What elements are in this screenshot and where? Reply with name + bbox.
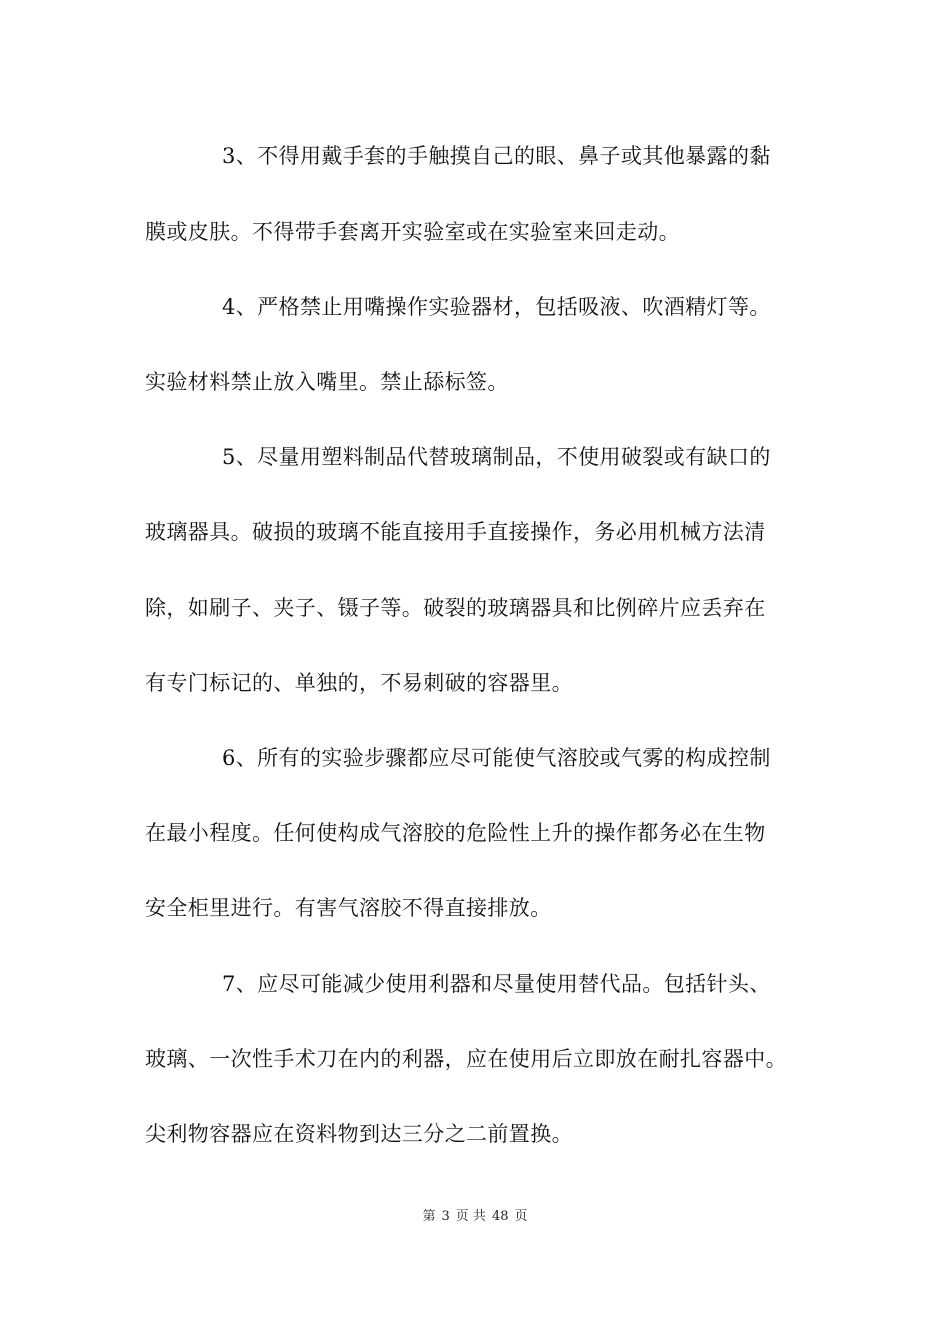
paragraph-line: 尖利物容器应在资料物到达三分之二前置换。 [145,1122,573,1146]
paragraph-line: 有专门标记的、单独的，不易刺破的容器里。 [145,671,573,695]
page-label-suffix: 页 [514,1209,528,1224]
paragraph-line: 6、所有的实验步骤都应尽可能使气溶胶或气雾的构成控制 [222,746,771,770]
current-page-number: 3 [441,1209,450,1224]
paragraph-line: 在最小程度。任何使构成气溶胶的危险性上升的操作都务必在生物 [145,821,766,845]
paragraph-line: 膜或皮肤。不得带手套离开实验室或在实验室来回走动。 [145,220,680,244]
paragraph-line: 玻璃、一次性手术刀在内的利器，应在使用后立即放在耐扎容器中。 [145,1047,787,1071]
paragraph-line: 玻璃器具。破损的玻璃不能直接用手直接操作，务必用机械方法清 [145,520,766,544]
paragraph-line: 除，如刷子、夹子、镊子等。破裂的玻璃器具和比例碎片应丢弃在 [145,596,766,620]
page-number-footer [0,1208,950,1226]
paragraph-line: 5、尽量用塑料制品代替玻璃制品，不使用破裂或有缺口的 [222,445,771,469]
paragraph-line: 7、应尽可能减少使用利器和尽量使用替代品。包括针头、 [222,972,771,996]
paragraph-line: 4、严格禁止用嘴操作实验器材，包括吸液、吹酒精灯等。 [222,295,771,319]
total-pages-number: 48 [491,1209,509,1224]
paragraph-line: 实验材料禁止放入嘴里。禁止舔标签。 [145,370,509,394]
page-label-mid: 页 共 [455,1209,486,1224]
paragraph-line: 3、不得用戴手套的手触摸自己的眼、鼻子或其他暴露的黏 [222,144,771,168]
paragraph-line: 安全柜里进行。有害气溶胶不得直接排放。 [145,896,552,920]
page-label-prefix: 第 [422,1209,436,1224]
